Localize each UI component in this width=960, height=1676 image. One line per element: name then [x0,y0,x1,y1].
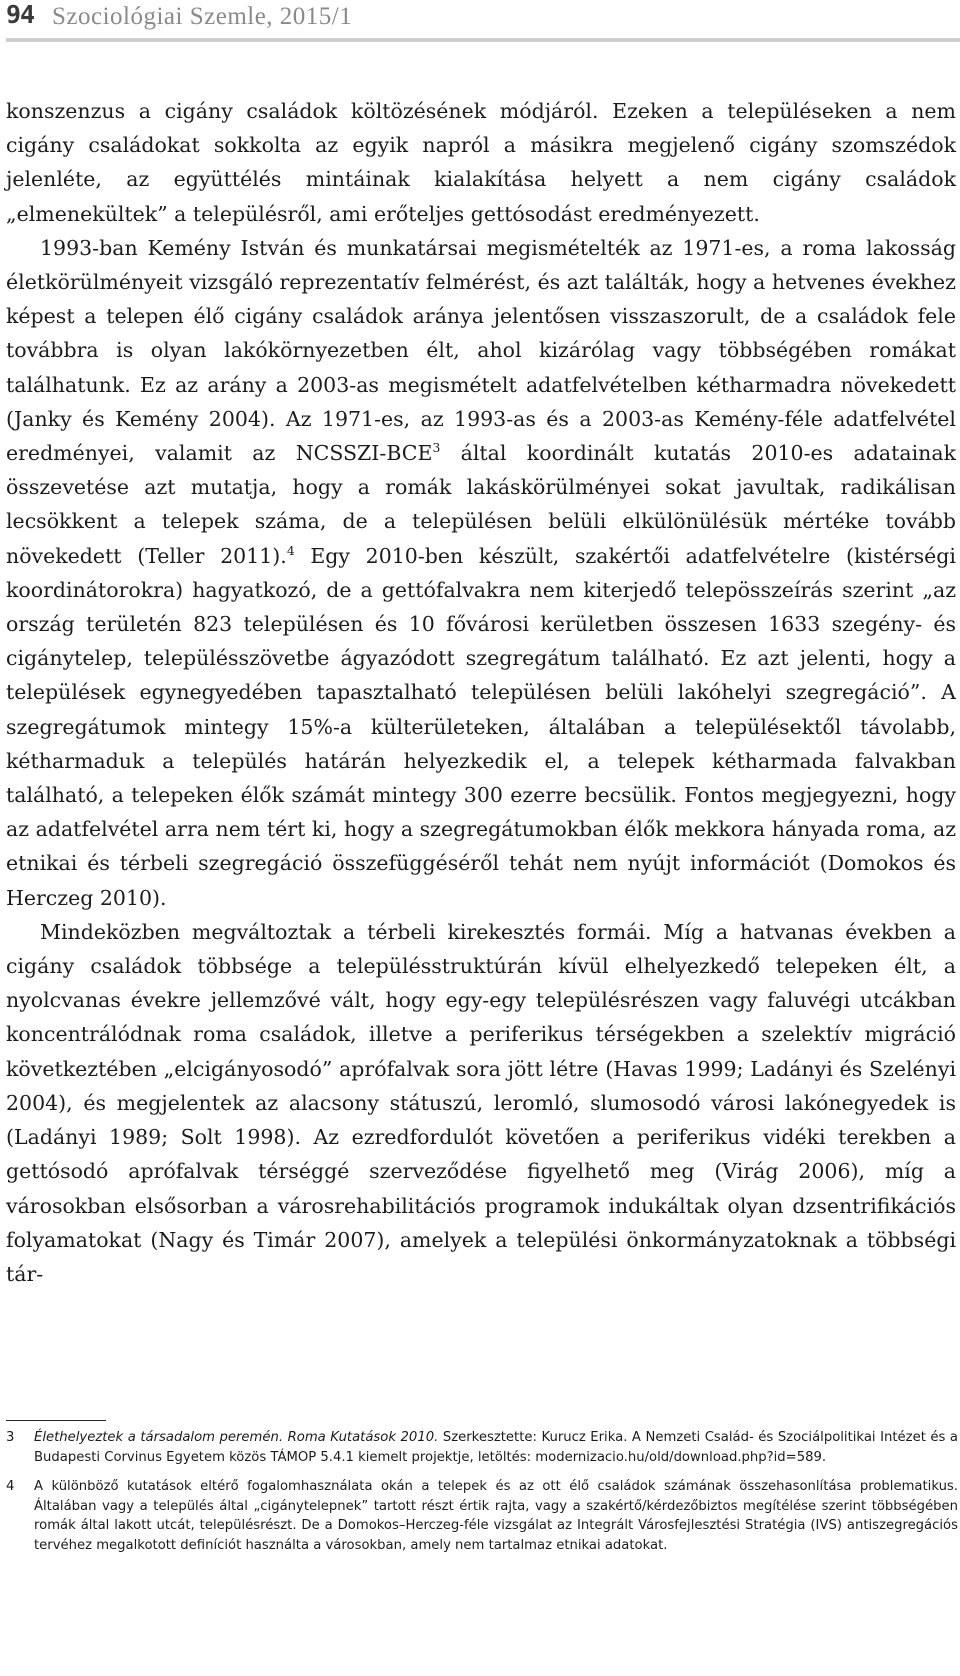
footnote-number: 3 [6,1430,15,1445]
main-text [6,94,956,1291]
footnote-3 [6,1428,958,1467]
header-rule [6,38,960,42]
footnote-ref-4[interactable]: 4 [286,543,295,558]
paragraph-2-part-a: 1993-ban Kemény István és munkatársai megismételték az 1971-es, a roma lakosság életkörülményeit vizsgáló reprezentatív felmérést, és azt találták, hogy a hetvenes évekhez képest a telepen élő cigány családok aránya jelentősen visszaszorult, de a családok fele továbbra is olyan lakókörnyezetben élt, ahol kizárólag vagy többségében romákat találhatunk. Ez az arány a 2003-as megismételt adatfelvételben kétharmadra növekedett (Janky és Kemény 2004). Az 1971-es, az 1993-as és a 2003-as Kemény-féle adatfelvétel eredményei, valamit az NCSSZI-BCE [6,235,956,466]
paragraph-2-part-b: által koordinált kutatás 2010-es adatainak összevetése azt mutatja, hogy a romák lakáskörülményei sokat javultak, radikálisan lecsökkent a telepek száma, de a településen belüli elkülönülésük mértéke tovább növekedett (Teller 2011). [6,441,956,568]
page-number: 94 [6,0,35,29]
paragraph-1: konszenzus a cigány családok költözésének módjáról. Ezeken a településeken a nem cigány családokat sokkolta az egyik napról a másikra megjelenő cigány szomszédok jelenléte, az együttélés mintáinak kialakítása helyett a nem cigány családok „elmenekültek” a településről, ami erőteljes gettósodást eredményezett. [6,99,956,226]
footnote-title: Élethelyeztek a társadalom peremén. Roma Kutatások 2010. [34,1430,439,1445]
paragraph-2-part-c: Egy 2010-ben készült, szakértői adatfelvételre (kistérségi koordinátorokra) hagyatkozó, de a gettófalvakra nem kiterjedő telepösszeírás szerint „az ország területén 823 településen és 10 fővárosi kerületben összesen 1633 szegény- és cigánytelep, településszövetbe ágyazódott szegregátum található. Ez azt jelenti, hogy a települések egynegyedében tapasztalható településen belüli lakóhelyi szegregáció”. A szegregátumok mintegy 15%-a külterületeken, általában a településektől távolabb, kétharmaduk a település határán helyezkedik el, a telepek kétharmada falvakban található, a telepeken élők számát mintegy 300 ezerre becsülik. Fontos megjegyezni, hogy az adatfelvétel arra nem tért ki, hogy a szegregátumokban élők mekkora hányada roma, az etnikai és térbeli szegregáció összefüggéséről tehát nem nyújt információt (Domokos és Herczeg 2010). [6,543,956,910]
paragraph-2 [6,231,956,915]
footnotes [6,1428,958,1565]
footnote-rule [6,1420,106,1421]
footnote-text: Szerkesztette: Kurucz Erika. A Nemzeti Család- és Szociálpolitikai Intézet és a Budapesti Corvinus Egyetem közös TÁMOP 5.4.1 kiemelt projektje, letöltés: modernizacio.hu/old/download.php?id=589. [34,1430,958,1465]
footnote-number: 4 [6,1479,15,1494]
footnote-4 [6,1477,958,1555]
paragraph-3: Mindeközben megváltoztak a térbeli kirekesztés formái. Míg a hatvanas években a cigány családok többsége a településstruktúrán kívül elhelyezkedő telepeken élt, a nyolcvanas évekre jellemzővé vált, hogy egy-egy településrészen vagy faluvégi utcákban koncentrálódnak roma családok, illetve a periferikus térségekben a szelektív migráció következtében „elcigányosodó” aprófalvak sora jött létre (Havas 1999; Ladányi és Szelényi 2004), és megjelentek az alacsony státuszú, leromló, slumosodó városi lakónegyedek is (Ladányi 1989; Solt 1998). Az ezredfordulót követően a periferikus vidéki terekben a gettósodó aprófalvak térséggé szerveződése figyelhető meg (Virág 2006), míg a városokban elsősorban a városrehabilitációs programok indukáltak olyan dzsentrifikációs folyamatokat (Nagy és Timár 2007), amelyek a települési önkormányzatoknak a többségi tár- [6,919,956,1286]
journal-title: Szociológiai Szemle, 2015/1 [52,3,353,30]
footnote-text: A különböző kutatások eltérő fogalomhasználata okán a telepek és az ott élő családok számának összehasonlítása problematikus. Általában vagy a település által „cigánytelepnek” tartott részt értik rajta, vagy a szakértő/kérdezőbiztos megítélése szerint többségében romák által lakott utcát, településrészt. De a Domokos–Herczeg-féle vizsgálat az Integrált Városfejlesztési Stratégia (IVS) antiszegregációs tervéhez megalkotott definíciót használta a városokban, amely nem tartalmaz etnikai adatokat. [34,1479,958,1553]
footnote-ref-3[interactable]: 3 [432,441,441,456]
page-header [0,0,960,40]
